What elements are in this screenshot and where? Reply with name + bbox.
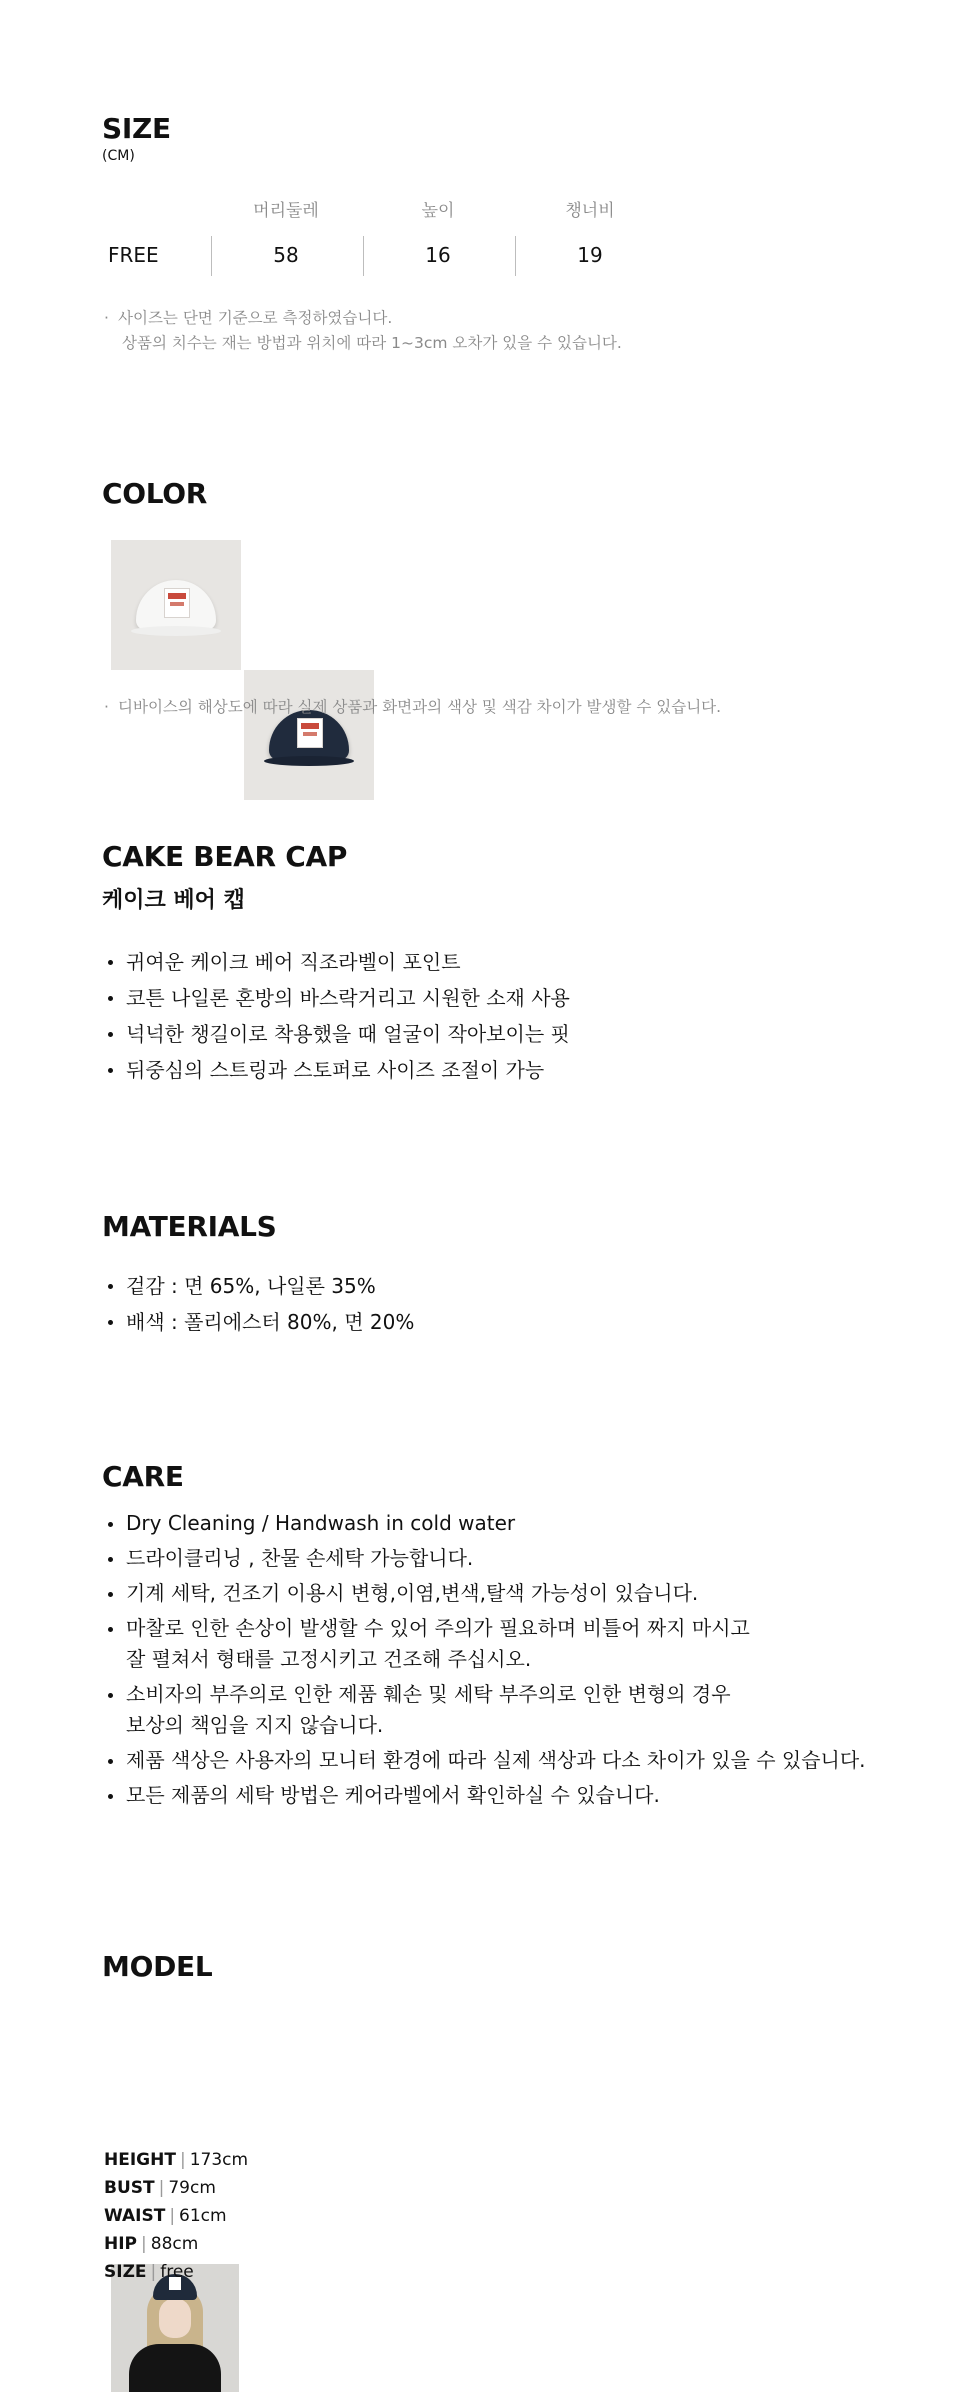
spec-separator: | xyxy=(141,2234,147,2254)
material-item: 배색 : 폴리에스터 80%, 면 20% xyxy=(102,1304,414,1340)
feature-item: 귀여운 케이크 베어 직조라벨이 포인트 xyxy=(102,944,570,980)
spec-separator: | xyxy=(150,2262,157,2282)
cap-patch xyxy=(297,718,323,748)
care-item: 모든 제품의 세탁 방법은 케어라벨에서 확인하실 수 있습니다. xyxy=(102,1780,922,1811)
spec-key: HEIGHT xyxy=(104,2150,176,2170)
care-item: 기계 세탁, 건조기 이용시 변형,이염,변색,탈색 가능성이 있습니다. xyxy=(102,1578,922,1609)
size-title: SIZE xyxy=(102,112,171,145)
size-row-label: FREE xyxy=(108,243,159,267)
care-item-line: 보상의 책임을 지지 않습니다. xyxy=(126,1713,384,1737)
product-features xyxy=(102,944,570,1088)
size-col-head-brim: 챙너비 xyxy=(565,201,615,221)
model-face xyxy=(159,2298,191,2338)
size-col-head-circumference: 머리둘레 xyxy=(253,201,319,221)
care-item-line: 마찰로 인한 손상이 발생할 수 있어 주의가 필요하며 비틀어 짜지 마시고 xyxy=(126,1616,750,1640)
care-item: 드라이클리닝 , 찬물 손세탁 가능합니다. xyxy=(102,1543,922,1574)
feature-item: 뒤중심의 스트링과 스토퍼로 사이즈 조절이 가능 xyxy=(102,1052,570,1088)
product-title: CAKE BEAR CAP xyxy=(102,840,348,873)
spec-key: BUST xyxy=(104,2178,155,2198)
material-item: 겉감 : 면 65%, 나일론 35% xyxy=(102,1268,414,1304)
spec-key: HIP xyxy=(104,2234,138,2254)
spec-separator: | xyxy=(169,2206,176,2226)
cap-brim xyxy=(131,626,221,636)
color-swatch-white[interactable] xyxy=(111,540,241,670)
cap-patch xyxy=(164,588,190,618)
model-title: MODEL xyxy=(102,1950,213,1983)
care-item-line: 잘 펼쳐서 형태를 고정시키고 건조해 주십시오. xyxy=(126,1647,532,1671)
size-note-line: 사이즈는 단면 기준으로 측정하였습니다. xyxy=(118,309,393,327)
color-note xyxy=(104,695,721,720)
materials-title: MATERIALS xyxy=(102,1210,277,1243)
care-item-line: 소비자의 부주의로 인한 제품 훼손 및 세탁 부주의로 인한 변형의 경우 xyxy=(126,1682,731,1706)
model-spec-height xyxy=(104,2146,248,2174)
color-swatch-navy[interactable] xyxy=(244,670,374,800)
care-list xyxy=(102,1508,922,1815)
size-value-circumference: 58 xyxy=(273,243,299,267)
care-title: CARE xyxy=(102,1460,184,1493)
feature-item: 넉넉한 챙길이로 착용했을 때 얼굴이 작아보이는 핏 xyxy=(102,1016,570,1052)
care-item xyxy=(102,1613,922,1675)
model-specs xyxy=(104,2146,248,2286)
model-spec-hip xyxy=(104,2230,248,2258)
model-spec-bust xyxy=(104,2174,248,2202)
model-body xyxy=(129,2344,221,2392)
spec-value: 79cm xyxy=(168,2178,216,2198)
feature-item: 코튼 나일론 혼방의 바스락거리고 시원한 소재 사용 xyxy=(102,980,570,1016)
spec-key: WAIST xyxy=(104,2206,166,2226)
spec-value: 88cm xyxy=(150,2234,199,2254)
bullet-dot: · xyxy=(104,309,109,327)
size-note-line: 상품의 치수는 재는 방법과 위치에 따라 1~3cm 오차가 있을 수 있습니다. xyxy=(122,334,622,352)
model-spec-waist xyxy=(104,2202,248,2230)
size-note xyxy=(104,306,622,356)
care-item: Dry Cleaning / Handwash in cold water xyxy=(102,1508,922,1539)
materials-list xyxy=(102,1268,414,1340)
color-note-text: 디바이스의 해상도에 따라 실제 상품과 화면과의 색상 및 색감 차이가 발생할 수 있습니다. xyxy=(118,698,722,716)
spec-key: SIZE xyxy=(104,2262,147,2282)
color-title: COLOR xyxy=(102,477,208,510)
spec-value: 173cm xyxy=(189,2150,249,2170)
spec-separator: | xyxy=(158,2178,165,2198)
size-value-height: 16 xyxy=(425,243,451,267)
spec-separator: | xyxy=(179,2150,186,2170)
size-col-head-height: 높이 xyxy=(421,201,455,221)
model-spec-size xyxy=(104,2258,248,2286)
size-unit: (CM) xyxy=(102,148,135,164)
care-item xyxy=(102,1679,922,1741)
spec-value: 61cm xyxy=(179,2206,227,2226)
care-item: 제품 색상은 사용자의 모니터 환경에 따라 실제 색상과 다소 차이가 있을 수 있습니다. xyxy=(102,1745,922,1776)
product-korean-name: 케이크 베어 캡 xyxy=(102,888,245,913)
bullet-dot: · xyxy=(104,698,109,716)
spec-value: free xyxy=(160,2262,194,2282)
size-value-brim: 19 xyxy=(577,243,603,267)
cap-brim xyxy=(264,756,354,766)
